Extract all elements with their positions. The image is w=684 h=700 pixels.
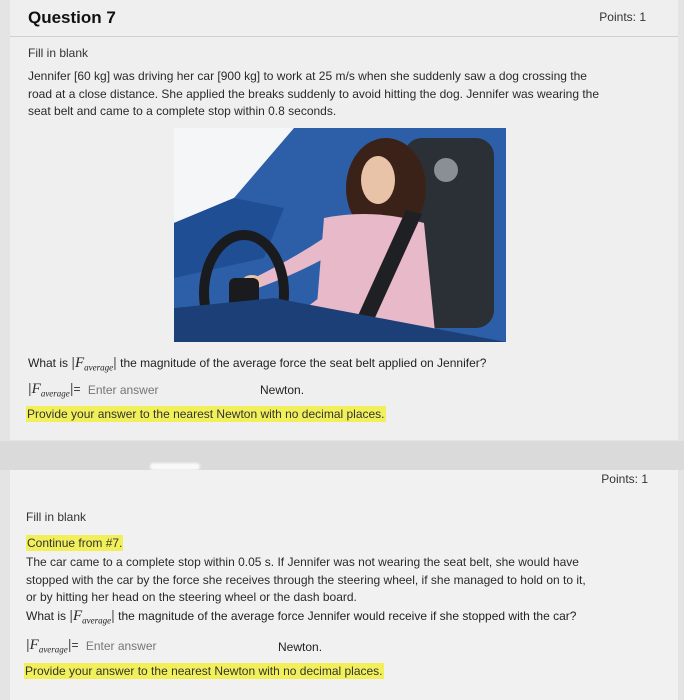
question-prefix: What is bbox=[26, 609, 67, 623]
abs-bar-left: | bbox=[28, 380, 32, 396]
paragraph-line: road at a close distance. She applied the breaks suddenly to avoid hitting the dog. Jennifer was wearing the bbox=[28, 86, 600, 101]
points-label: Points: 1 bbox=[599, 10, 646, 24]
instruction bbox=[26, 407, 386, 421]
paragraph-line: The car came to a complete stop within 0.05 s. If Jennifer was not wearing the seat belt, she would have bbox=[26, 555, 579, 569]
question-paragraph bbox=[26, 554, 646, 607]
force-subscript: average bbox=[38, 644, 68, 655]
answer-input[interactable] bbox=[84, 381, 242, 399]
question-paragraph bbox=[28, 68, 648, 121]
instruction-highlight: Provide your answer to the nearest Newton with no decimal places. bbox=[25, 664, 383, 678]
paragraph-line: seat belt and came to a complete stop within 0.8 seconds. bbox=[28, 104, 337, 118]
unit-label: Newton. bbox=[278, 640, 323, 654]
equals-sign: = bbox=[71, 638, 79, 652]
force-symbol: F bbox=[75, 355, 85, 371]
force-subscript: average bbox=[40, 388, 70, 399]
abs-bar-right: | bbox=[113, 354, 117, 370]
force-subscript: average bbox=[84, 362, 114, 373]
question-card-8 bbox=[10, 470, 678, 700]
abs-bar-right: | bbox=[69, 380, 74, 396]
question-line bbox=[26, 607, 576, 625]
points-label: Points: 1 bbox=[601, 472, 648, 486]
abs-bar-right: | bbox=[111, 607, 115, 623]
card-gap bbox=[0, 441, 684, 470]
paragraph-line: stopped with the car by the force she receives through the steering wheel, if she managed to hold on to it, bbox=[26, 572, 586, 587]
force-symbol: F bbox=[73, 608, 83, 624]
driver-illustration bbox=[174, 128, 506, 342]
continue-highlight: Continue from #7. bbox=[27, 536, 123, 550]
answer-row bbox=[26, 636, 240, 655]
question-card-7 bbox=[10, 0, 678, 440]
abs-bar-left: | bbox=[71, 354, 75, 370]
question-title: Question 7 bbox=[28, 8, 116, 27]
question-prefix: What is bbox=[28, 356, 69, 370]
paragraph-line: Jennifer [60 kg] was driving her car [900 kg] to work at 25 m/s when she suddenly saw a dog crossing the bbox=[28, 69, 587, 83]
force-symbol: F bbox=[31, 381, 41, 397]
continue-note bbox=[26, 536, 123, 550]
question-type: Fill in blank bbox=[26, 510, 87, 524]
answer-row bbox=[28, 380, 242, 399]
abs-bar-left: | bbox=[26, 636, 30, 652]
question-line bbox=[28, 354, 486, 372]
instruction bbox=[24, 664, 384, 678]
force-subscript: average bbox=[82, 615, 112, 626]
force-symbol: F bbox=[29, 637, 39, 653]
paragraph-line: or by hitting her head on the steering wheel or the dash board. bbox=[26, 590, 357, 604]
screen-glare bbox=[150, 463, 200, 470]
question-header bbox=[10, 0, 678, 37]
instruction-highlight: Provide your answer to the nearest Newton with no decimal places. bbox=[27, 407, 385, 421]
question-suffix: the magnitude of the average force the seat belt applied on Jennifer? bbox=[120, 356, 487, 370]
question-type: Fill in blank bbox=[28, 46, 89, 60]
abs-bar-left: | bbox=[69, 607, 73, 623]
equals-sign: = bbox=[73, 382, 81, 396]
question-suffix: the magnitude of the average force Jennifer would receive if she stopped with the car? bbox=[118, 609, 577, 623]
driver-photo bbox=[174, 128, 506, 342]
unit-label: Newton. bbox=[260, 383, 305, 397]
abs-bar-right: | bbox=[67, 636, 72, 652]
answer-input[interactable] bbox=[82, 637, 240, 655]
